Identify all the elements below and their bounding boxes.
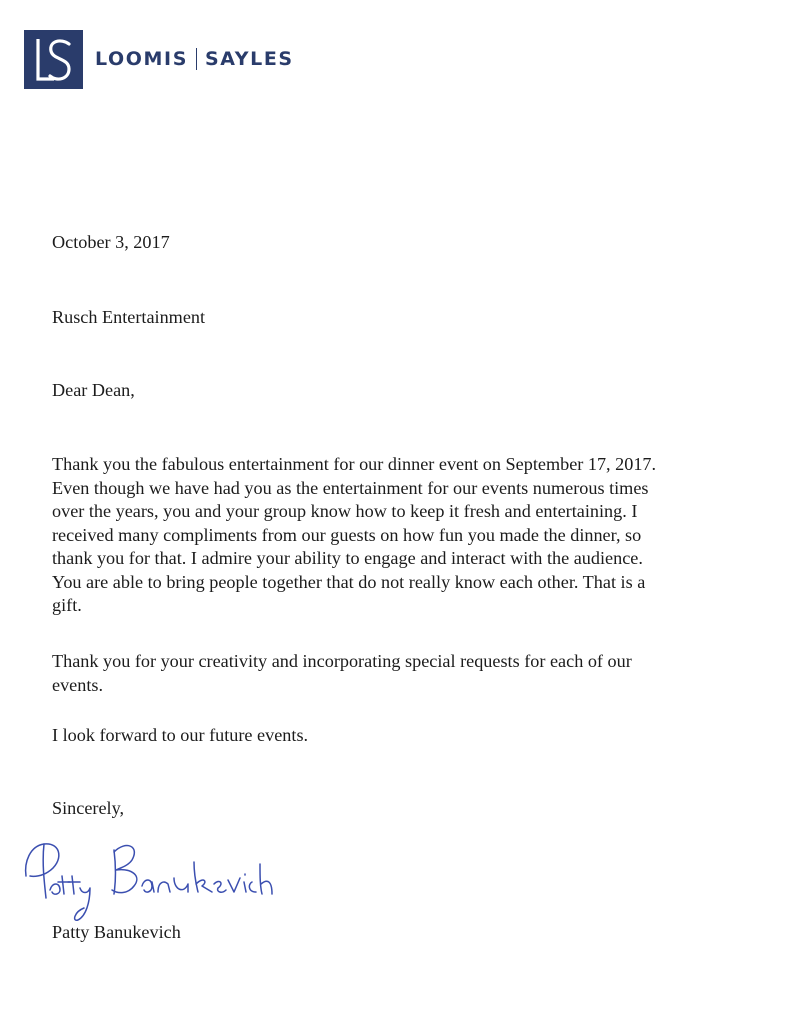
letterhead <box>24 29 294 89</box>
paragraph-line: received many compliments from our guests on how fun you made the dinner, so <box>52 524 642 545</box>
letter-recipient: Rusch Entertainment <box>52 307 206 327</box>
letter-paragraph-2 <box>52 650 632 697</box>
company-name-left: LOOMIS <box>95 47 188 70</box>
letter-date: October 3, 2017 <box>52 232 170 252</box>
paragraph-line: thank you for that. I admire your ability to engage and interact with the audience. <box>52 548 643 568</box>
paragraph-line: events. <box>52 674 104 695</box>
letter-salutation: Dear Dean, <box>52 380 135 400</box>
company-name <box>95 48 294 70</box>
paragraph-line: over the years, you and your group know how to keep it fresh and entertaining. I <box>52 501 638 521</box>
paragraph-line: Thank you the fabulous entertainment for our dinner event on September 17, 2017. <box>52 454 657 474</box>
company-name-right: SAYLES <box>205 47 294 70</box>
handwritten-signature <box>18 832 278 929</box>
letter-paragraph-3: I look forward to our future events. <box>52 725 309 745</box>
letter-paragraph-1 <box>52 453 656 618</box>
paragraph-line: gift. <box>52 595 82 615</box>
company-name-divider <box>196 48 197 70</box>
signer-name: Patty Banukevich <box>52 922 181 942</box>
paragraph-line: Thank you for your creativity and incorporating special requests for each of our <box>52 651 632 671</box>
paragraph-line: You are able to bring people together that do not really know each other. That is a <box>52 571 646 592</box>
ls-monogram-icon <box>24 30 83 89</box>
paragraph-line: Even though we have had you as the entertainment for our events numerous times <box>52 477 649 498</box>
signature-icon <box>18 832 278 924</box>
loomis-sayles-logo-icon <box>24 30 83 89</box>
letter-closing: Sincerely, <box>52 798 125 818</box>
